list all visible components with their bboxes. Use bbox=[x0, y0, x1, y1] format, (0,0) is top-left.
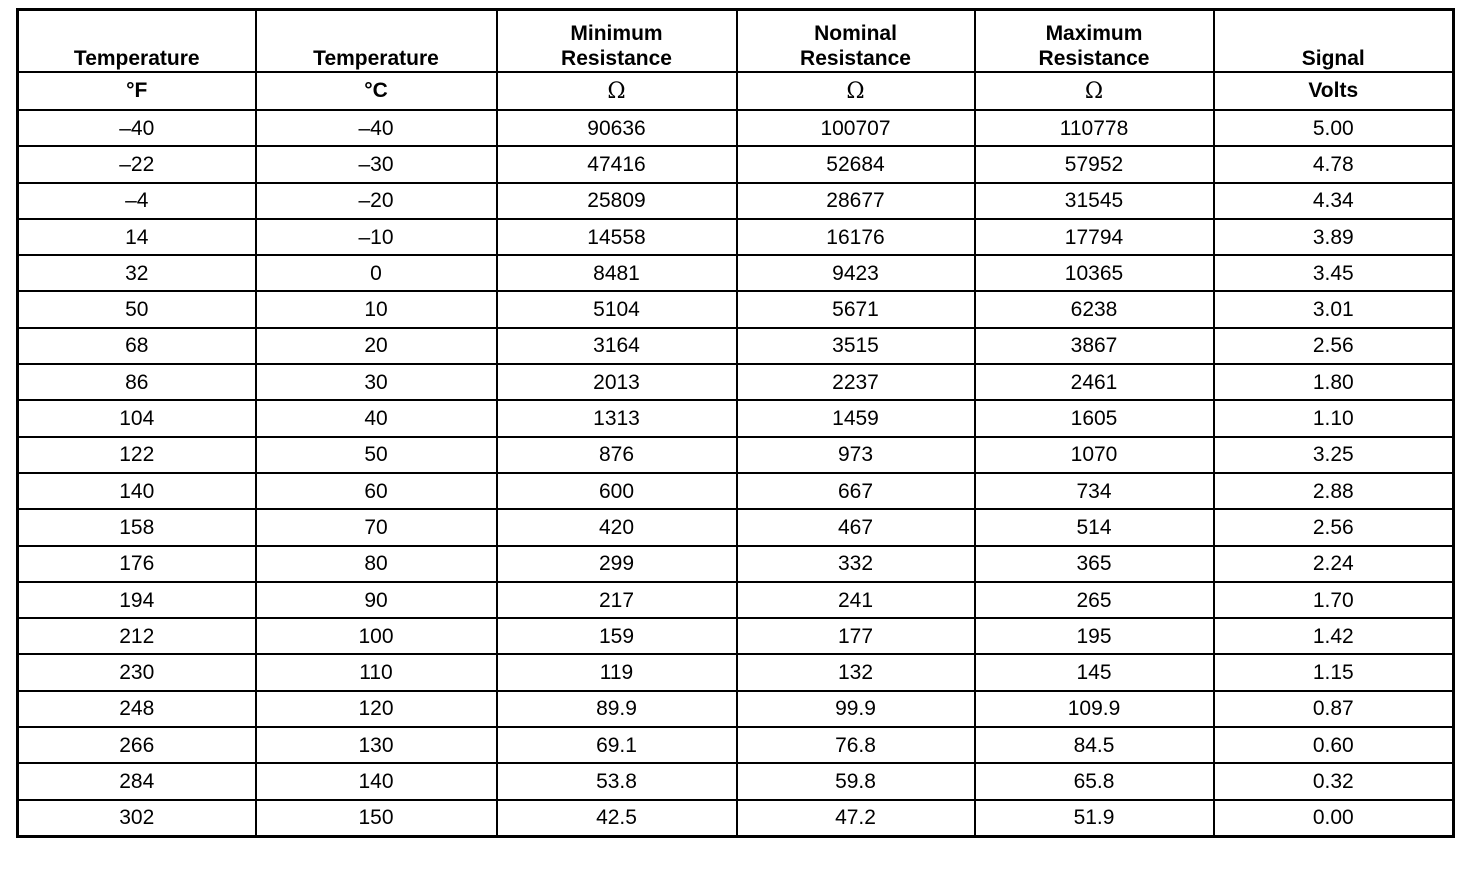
unit-celsius: °C bbox=[256, 72, 497, 110]
temp-c-cell: –30 bbox=[256, 146, 497, 182]
temp-c-cell: 110 bbox=[256, 654, 497, 690]
table-row bbox=[18, 691, 1454, 727]
min-resistance-cell: 47416 bbox=[497, 146, 737, 182]
table-row bbox=[18, 800, 1454, 837]
nominal-resistance-cell: 28677 bbox=[737, 183, 975, 219]
table-row bbox=[18, 219, 1454, 255]
nominal-resistance-cell: 47.2 bbox=[737, 800, 975, 837]
min-resistance-cell: 299 bbox=[497, 546, 737, 582]
min-resistance-cell: 600 bbox=[497, 473, 737, 509]
header-nominal-resistance: Nominal Resistance bbox=[737, 10, 975, 73]
header-minimum-resistance: Minimum Resistance bbox=[497, 10, 737, 73]
temp-f-cell: 14 bbox=[18, 219, 256, 255]
temp-c-cell: 130 bbox=[256, 727, 497, 763]
table-row bbox=[18, 255, 1454, 291]
temp-c-cell: 30 bbox=[256, 364, 497, 400]
temp-f-cell: 158 bbox=[18, 509, 256, 545]
max-resistance-cell: 2461 bbox=[975, 364, 1214, 400]
signal-volts-cell: 0.32 bbox=[1214, 763, 1454, 799]
signal-volts-cell: 0.87 bbox=[1214, 691, 1454, 727]
temp-c-cell: 50 bbox=[256, 437, 497, 473]
header-signal: Signal bbox=[1214, 10, 1454, 73]
nominal-resistance-cell: 973 bbox=[737, 437, 975, 473]
temp-f-cell: –40 bbox=[18, 110, 256, 146]
table-row bbox=[18, 183, 1454, 219]
temp-c-cell: 80 bbox=[256, 546, 497, 582]
max-resistance-cell: 1605 bbox=[975, 400, 1214, 436]
signal-volts-cell: 3.01 bbox=[1214, 291, 1454, 327]
temp-c-cell: 60 bbox=[256, 473, 497, 509]
signal-volts-cell: 1.15 bbox=[1214, 654, 1454, 690]
max-resistance-cell: 514 bbox=[975, 509, 1214, 545]
min-resistance-cell: 1313 bbox=[497, 400, 737, 436]
temp-f-cell: 50 bbox=[18, 291, 256, 327]
temp-f-cell: 104 bbox=[18, 400, 256, 436]
unit-ohm-nominal: Ω bbox=[737, 72, 975, 110]
temp-f-cell: 248 bbox=[18, 691, 256, 727]
unit-header-row bbox=[18, 72, 1454, 110]
max-resistance-cell: 365 bbox=[975, 546, 1214, 582]
temp-f-cell: 302 bbox=[18, 800, 256, 837]
table-row bbox=[18, 328, 1454, 364]
temp-f-cell: –4 bbox=[18, 183, 256, 219]
table-row bbox=[18, 146, 1454, 182]
min-resistance-cell: 5104 bbox=[497, 291, 737, 327]
signal-volts-cell: 2.56 bbox=[1214, 509, 1454, 545]
min-resistance-cell: 420 bbox=[497, 509, 737, 545]
temp-f-cell: 68 bbox=[18, 328, 256, 364]
max-resistance-cell: 734 bbox=[975, 473, 1214, 509]
temp-c-cell: –20 bbox=[256, 183, 497, 219]
min-resistance-cell: 2013 bbox=[497, 364, 737, 400]
table-row bbox=[18, 110, 1454, 146]
table-row bbox=[18, 582, 1454, 618]
min-resistance-cell: 3164 bbox=[497, 328, 737, 364]
max-resistance-cell: 110778 bbox=[975, 110, 1214, 146]
max-resistance-cell: 109.9 bbox=[975, 691, 1214, 727]
nominal-resistance-cell: 132 bbox=[737, 654, 975, 690]
max-resistance-cell: 51.9 bbox=[975, 800, 1214, 837]
signal-volts-cell: 1.10 bbox=[1214, 400, 1454, 436]
temp-c-cell: 0 bbox=[256, 255, 497, 291]
max-resistance-cell: 265 bbox=[975, 582, 1214, 618]
temp-f-cell: 32 bbox=[18, 255, 256, 291]
max-resistance-cell: 17794 bbox=[975, 219, 1214, 255]
signal-volts-cell: 3.89 bbox=[1214, 219, 1454, 255]
header-temperature-c: Temperature bbox=[256, 10, 497, 73]
temp-c-cell: 120 bbox=[256, 691, 497, 727]
temp-c-cell: 150 bbox=[256, 800, 497, 837]
signal-volts-cell: 1.80 bbox=[1214, 364, 1454, 400]
header-maximum-resistance: Maximum Resistance bbox=[975, 10, 1214, 73]
temp-f-cell: 212 bbox=[18, 618, 256, 654]
table-body bbox=[18, 110, 1454, 836]
table-row bbox=[18, 654, 1454, 690]
max-resistance-cell: 57952 bbox=[975, 146, 1214, 182]
nominal-resistance-cell: 76.8 bbox=[737, 727, 975, 763]
min-resistance-cell: 25809 bbox=[497, 183, 737, 219]
nominal-resistance-cell: 2237 bbox=[737, 364, 975, 400]
temp-c-cell: 40 bbox=[256, 400, 497, 436]
table-row bbox=[18, 473, 1454, 509]
max-resistance-cell: 6238 bbox=[975, 291, 1214, 327]
column-header-row bbox=[18, 10, 1454, 73]
temp-c-cell: 70 bbox=[256, 509, 497, 545]
table-row bbox=[18, 291, 1454, 327]
temp-f-cell: 140 bbox=[18, 473, 256, 509]
signal-volts-cell: 2.56 bbox=[1214, 328, 1454, 364]
temp-c-cell: 140 bbox=[256, 763, 497, 799]
max-resistance-cell: 3867 bbox=[975, 328, 1214, 364]
nominal-resistance-cell: 52684 bbox=[737, 146, 975, 182]
signal-volts-cell: 2.24 bbox=[1214, 546, 1454, 582]
signal-volts-cell: 3.25 bbox=[1214, 437, 1454, 473]
nominal-resistance-cell: 5671 bbox=[737, 291, 975, 327]
unit-ohm-maximum: Ω bbox=[975, 72, 1214, 110]
table-row bbox=[18, 400, 1454, 436]
nominal-resistance-cell: 3515 bbox=[737, 328, 975, 364]
temp-f-cell: 194 bbox=[18, 582, 256, 618]
table-row bbox=[18, 618, 1454, 654]
temp-f-cell: 86 bbox=[18, 364, 256, 400]
temp-c-cell: –10 bbox=[256, 219, 497, 255]
min-resistance-cell: 14558 bbox=[497, 219, 737, 255]
max-resistance-cell: 195 bbox=[975, 618, 1214, 654]
nominal-resistance-cell: 667 bbox=[737, 473, 975, 509]
table-row bbox=[18, 727, 1454, 763]
min-resistance-cell: 8481 bbox=[497, 255, 737, 291]
max-resistance-cell: 10365 bbox=[975, 255, 1214, 291]
temp-f-cell: 284 bbox=[18, 763, 256, 799]
max-resistance-cell: 1070 bbox=[975, 437, 1214, 473]
signal-volts-cell: 2.88 bbox=[1214, 473, 1454, 509]
table-row bbox=[18, 437, 1454, 473]
max-resistance-cell: 65.8 bbox=[975, 763, 1214, 799]
min-resistance-cell: 119 bbox=[497, 654, 737, 690]
table-row bbox=[18, 763, 1454, 799]
table-row bbox=[18, 364, 1454, 400]
signal-volts-cell: 1.42 bbox=[1214, 618, 1454, 654]
nominal-resistance-cell: 99.9 bbox=[737, 691, 975, 727]
min-resistance-cell: 876 bbox=[497, 437, 737, 473]
min-resistance-cell: 217 bbox=[497, 582, 737, 618]
signal-volts-cell: 1.70 bbox=[1214, 582, 1454, 618]
signal-volts-cell: 0.00 bbox=[1214, 800, 1454, 837]
table-row bbox=[18, 546, 1454, 582]
temp-c-cell: 90 bbox=[256, 582, 497, 618]
min-resistance-cell: 89.9 bbox=[497, 691, 737, 727]
nominal-resistance-cell: 1459 bbox=[737, 400, 975, 436]
nominal-resistance-cell: 100707 bbox=[737, 110, 975, 146]
temp-f-cell: –22 bbox=[18, 146, 256, 182]
min-resistance-cell: 90636 bbox=[497, 110, 737, 146]
nominal-resistance-cell: 241 bbox=[737, 582, 975, 618]
nominal-resistance-cell: 467 bbox=[737, 509, 975, 545]
unit-fahrenheit: °F bbox=[18, 72, 256, 110]
temp-f-cell: 176 bbox=[18, 546, 256, 582]
nominal-resistance-cell: 9423 bbox=[737, 255, 975, 291]
max-resistance-cell: 145 bbox=[975, 654, 1214, 690]
table-row bbox=[18, 509, 1454, 545]
temp-c-cell: 10 bbox=[256, 291, 497, 327]
signal-volts-cell: 5.00 bbox=[1214, 110, 1454, 146]
min-resistance-cell: 42.5 bbox=[497, 800, 737, 837]
temp-f-cell: 266 bbox=[18, 727, 256, 763]
temp-c-cell: –40 bbox=[256, 110, 497, 146]
nominal-resistance-cell: 177 bbox=[737, 618, 975, 654]
sensor-resistance-table bbox=[16, 8, 1455, 838]
unit-volts: Volts bbox=[1214, 72, 1454, 110]
temp-f-cell: 230 bbox=[18, 654, 256, 690]
signal-volts-cell: 4.78 bbox=[1214, 146, 1454, 182]
nominal-resistance-cell: 332 bbox=[737, 546, 975, 582]
max-resistance-cell: 31545 bbox=[975, 183, 1214, 219]
min-resistance-cell: 53.8 bbox=[497, 763, 737, 799]
signal-volts-cell: 4.34 bbox=[1214, 183, 1454, 219]
temp-c-cell: 20 bbox=[256, 328, 497, 364]
temp-c-cell: 100 bbox=[256, 618, 497, 654]
header-temperature-f: Temperature bbox=[18, 10, 256, 73]
min-resistance-cell: 159 bbox=[497, 618, 737, 654]
signal-volts-cell: 3.45 bbox=[1214, 255, 1454, 291]
unit-ohm-minimum: Ω bbox=[497, 72, 737, 110]
max-resistance-cell: 84.5 bbox=[975, 727, 1214, 763]
nominal-resistance-cell: 16176 bbox=[737, 219, 975, 255]
min-resistance-cell: 69.1 bbox=[497, 727, 737, 763]
nominal-resistance-cell: 59.8 bbox=[737, 763, 975, 799]
temp-f-cell: 122 bbox=[18, 437, 256, 473]
document-page bbox=[16, 8, 1452, 838]
signal-volts-cell: 0.60 bbox=[1214, 727, 1454, 763]
